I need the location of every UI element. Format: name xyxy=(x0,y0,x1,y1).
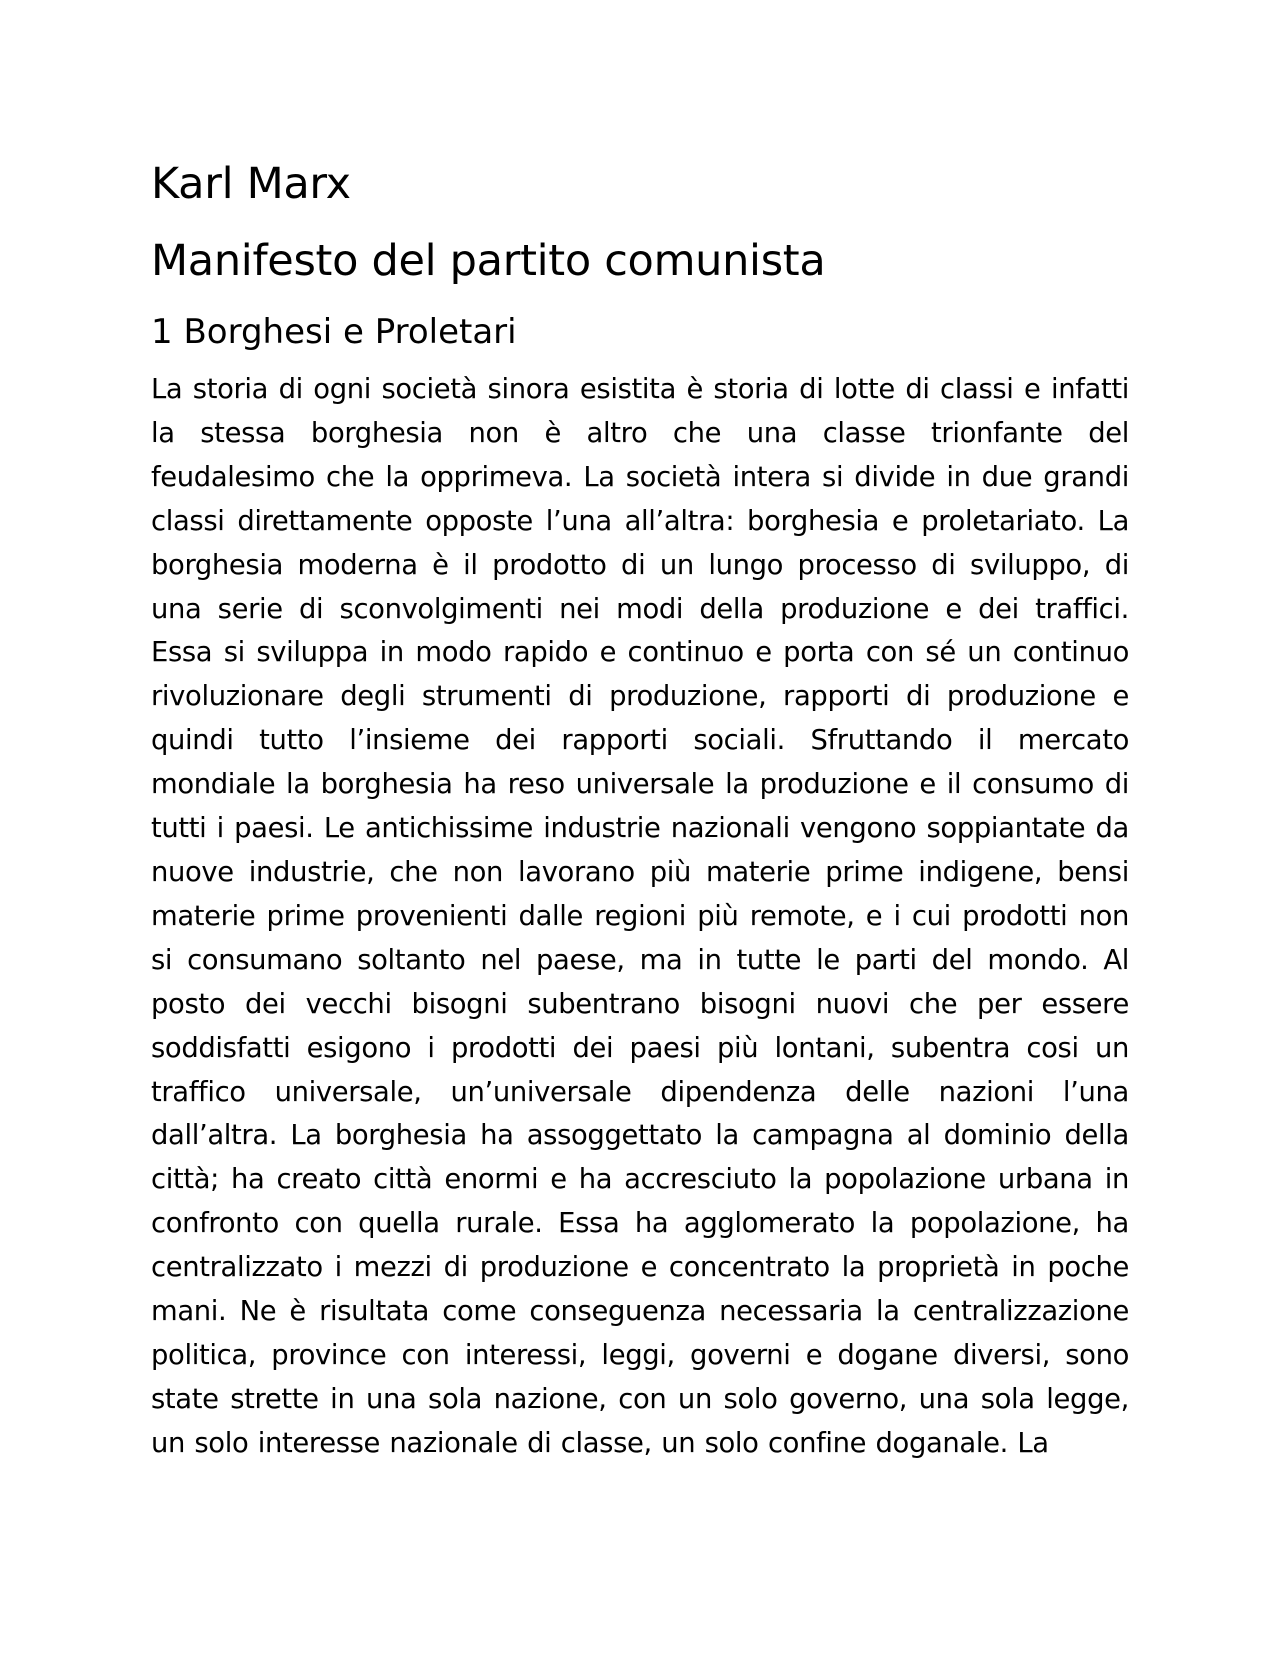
author-name: Karl Marx xyxy=(151,159,351,209)
book-title: Manifesto del partito comunista xyxy=(151,236,826,286)
body-paragraph: La storia di ogni società sinora esistita è storia di lotte di classi e infatti la stessa borghesia non è altro che una classe trionfante del feudalesimo che la opprimeva. La società intera si divide in due grandi classi direttamente opposte l’una all’altra: borghesia e proletariato. La borghesia moderna è il prodotto di un lungo processo di sviluppo, di una serie di sconvolgimenti nei modi della produzione e dei traffici. Essa si sviluppa in modo rapido e continuo e porta con sé un continuo rivoluzionare degli strumenti di produzione, rapporti di produzione e quindi tutto l’insieme dei rapporti sociali. Sfruttando il mercato mondiale la borghesia ha reso universale la produzione e il consumo di tutti i paesi. Le antichissime industrie nazionali vengono soppiantate da nuove industrie, che non lavorano più materie prime indigene, bensi materie prime provenienti dalle regioni più remote, e i cui prodotti non si consumano soltanto nel paese, ma in tutte le parti del mondo. Al posto dei vecchi bisogni subentrano bisogni nuovi che per essere soddisfatti esigono i prodotti dei paesi più lontani, subentra cosi un traffico universale, un’universale dipendenza delle nazioni l’una dall’altra. La borghesia ha assoggettato la campagna al dominio della città; ha creato città enormi e ha accresciuto la popolazione urbana in confronto con quella rurale. Essa ha agglomerato la popolazione, ha centralizzato i mezzi di produzione e concentrato la proprietà in poche mani. Ne è risultata come conseguenza necessaria la centralizzazione politica, province con interessi, leggi, governi e dogane diversi, sono state strette in una sola nazione, con un solo governo, una sola legge, un solo interesse nazionale di classe, un solo confine doganale. La xyxy=(151,374,1129,1459)
page-content xyxy=(151,152,1129,1466)
chapter-heading: 1 Borghesi e Proletari xyxy=(151,312,517,352)
